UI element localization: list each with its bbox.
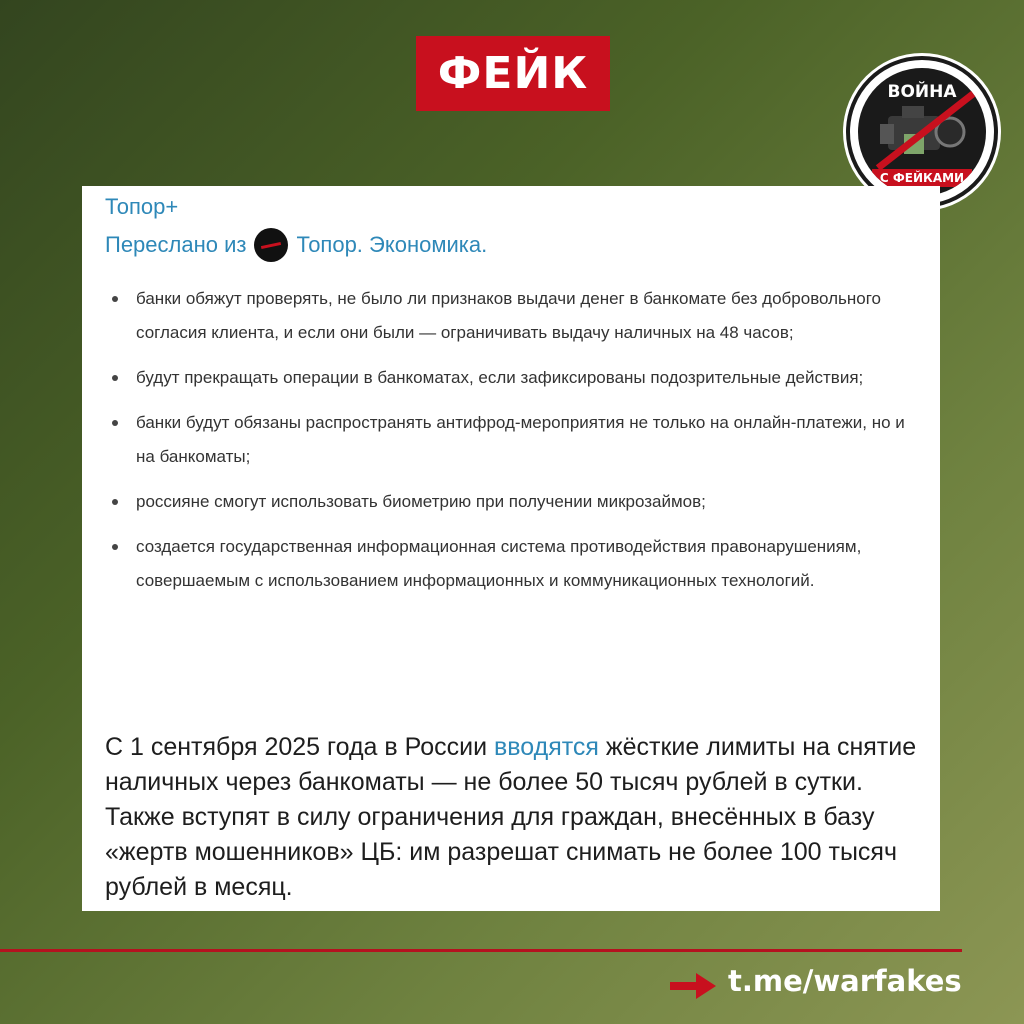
fake-badge [416, 36, 610, 111]
list-item: россияне смогут использовать биометрию при получении микрозаймов; [112, 485, 922, 519]
logo-bottom-text: С ФЕЙКАМИ [872, 169, 972, 187]
footer-divider [0, 949, 962, 952]
footer-link[interactable]: t.me/warfakes [728, 964, 962, 998]
body-text-end: жёсткие лимиты на снятие наличных через банкоматы — не более 50 тысяч рублей в сутки. Также вступят в силу ограничения для граждан, внесённых в базу «жертв мошенников» ЦБ: им разрешат снимать не более 100 тысяч рублей в месяц. [105, 733, 917, 901]
forwarded-line[interactable] [105, 228, 487, 262]
source-avatar [254, 228, 288, 262]
post-screenshot-card [82, 186, 940, 911]
forwarded-prefix: Переслано из [105, 232, 247, 257]
bullet-list [112, 282, 922, 609]
list-item: банки обяжут проверять, не было ли признаков выдачи денег в банкомате без добровольного согласия клиента, и если они были — ограничивать выдачу наличных на 48 часов; [112, 282, 922, 350]
channel-name[interactable]: Топор+ [105, 194, 179, 219]
logo-top-text: ВОЙНА [887, 82, 957, 102]
post-body [105, 730, 925, 905]
list-item: создается государственная информационная система противодействия правонарушениям, совершаемым с использованием информационных и коммуникационных технологий. [112, 530, 922, 598]
arrow-right-icon [670, 973, 716, 999]
logo-inner [858, 68, 986, 196]
forwarded-source: Топор. Экономика. [296, 232, 488, 257]
list-item: банки будут обязаны распространять антифрод-мероприятия не только на онлайн-платежи, но и на банкоматы; [112, 406, 922, 474]
list-item: будут прекращать операции в банкоматах, если зафиксированы подозрительные действия; [112, 361, 922, 395]
body-link[interactable]: вводятся [493, 733, 599, 761]
fake-badge-label: ФЕЙК [437, 48, 589, 99]
body-text-start: С 1 сентября 2025 года в России [105, 733, 494, 761]
